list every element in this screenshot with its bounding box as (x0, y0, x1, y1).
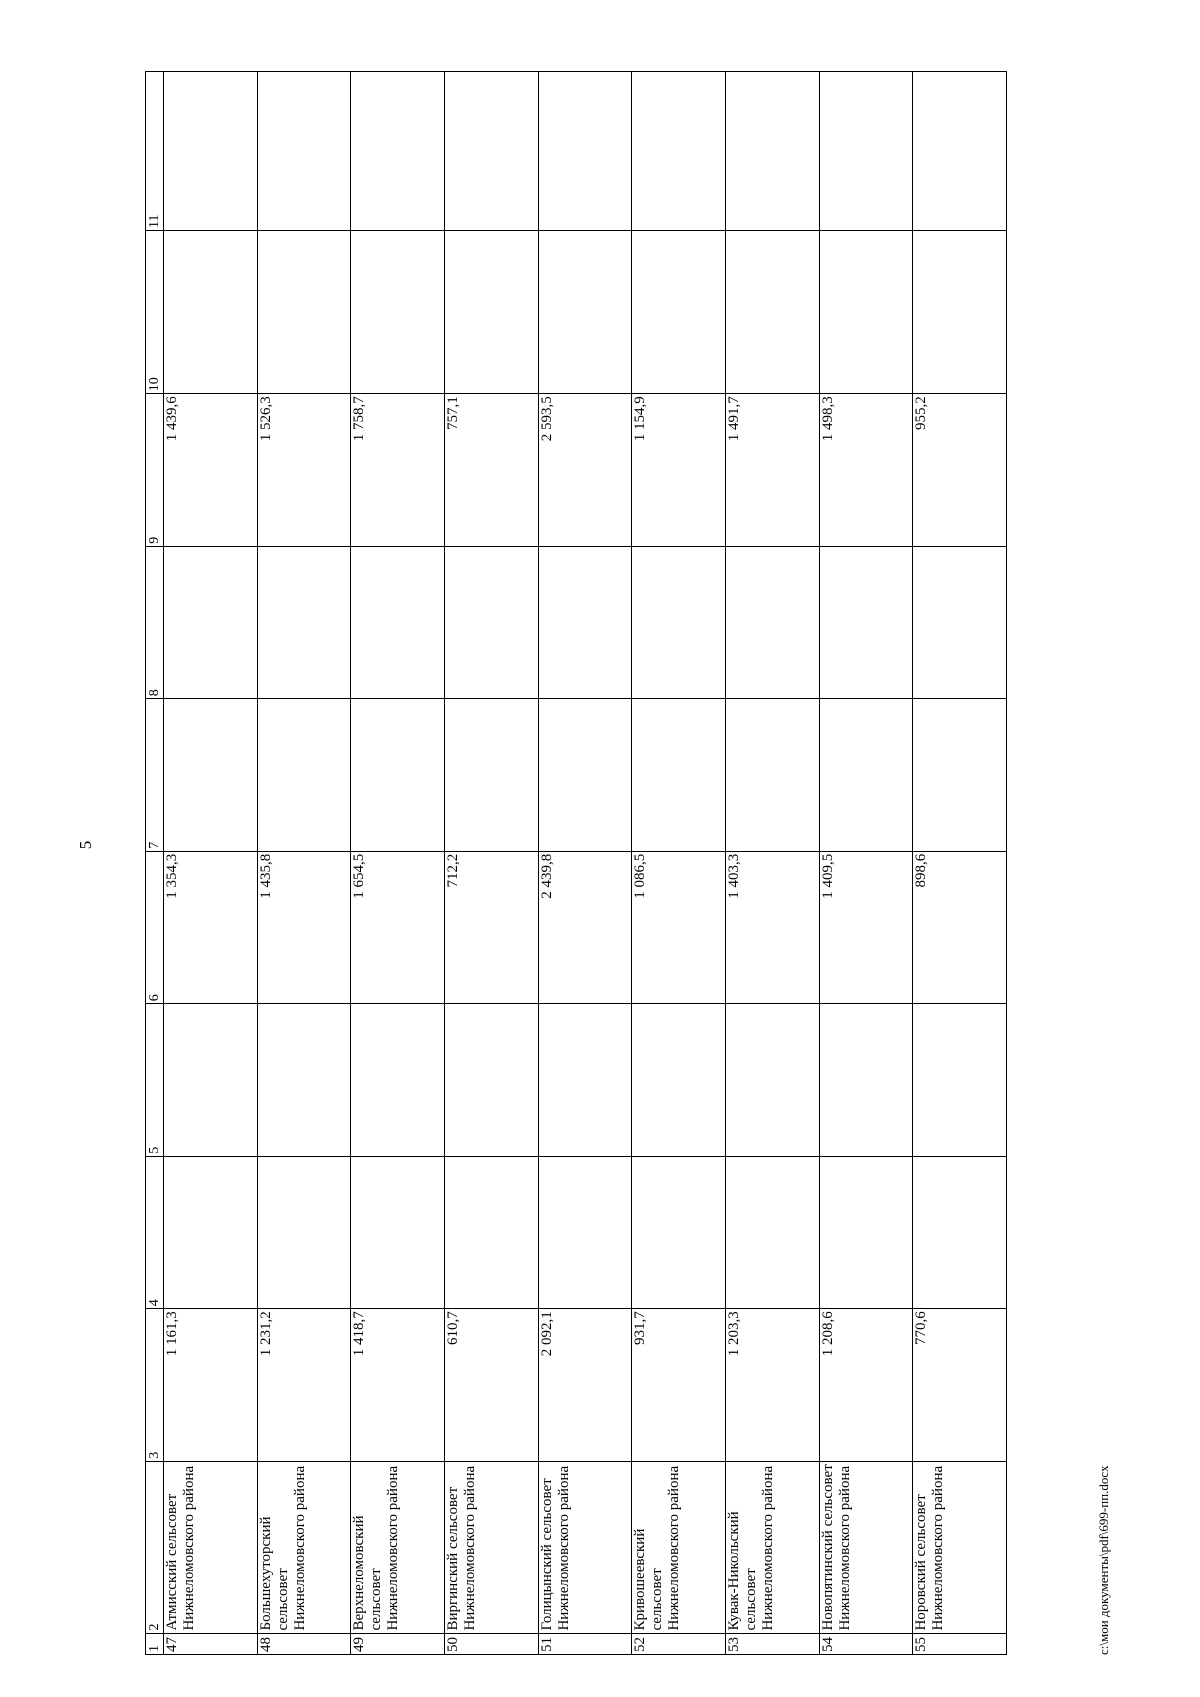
value-cell-col-8 (351, 546, 445, 699)
council-name-cell: Новопятинский сельсовет Нижнеломовского района (819, 1461, 913, 1633)
value-cell-col-11 (351, 72, 445, 231)
council-name-cell: Атмисский сельсовет Нижнеломовского района (164, 1461, 258, 1633)
value-cell-col-4 (257, 1156, 351, 1309)
council-name-cell: Голицынский сельсовет Нижнеломовского района (538, 1461, 632, 1633)
council-name-cell: Кривошеевский сельсовет Нижнеломовского района (632, 1461, 726, 1633)
row-number-cell: 55 (913, 1633, 1007, 1654)
header-row (146, 72, 164, 1655)
value-cell-col-4 (444, 1156, 538, 1309)
value-cell-col-3: 2 092,1 (538, 1309, 632, 1462)
value-cell-col-4 (164, 1156, 258, 1309)
value-cell-col-6: 898,6 (913, 851, 1007, 1004)
column-header-3: 3 (146, 1309, 164, 1462)
column-header-5: 5 (146, 1004, 164, 1157)
value-cell-col-3: 1 161,3 (164, 1309, 258, 1462)
row-number-cell: 50 (444, 1633, 538, 1654)
value-cell-col-9: 1 498,3 (819, 394, 913, 547)
council-name-cell: Кувак-Никольский сельсовет Нижнеломовского района (725, 1461, 819, 1633)
row-number-cell: 52 (632, 1633, 726, 1654)
value-cell-col-9: 1 491,7 (725, 394, 819, 547)
value-cell-col-9: 757,1 (444, 394, 538, 547)
value-cell-col-7 (632, 699, 726, 852)
value-cell-col-4 (351, 1156, 445, 1309)
value-cell-col-4 (913, 1156, 1007, 1309)
value-cell-col-9: 2 593,5 (538, 394, 632, 547)
table-body (164, 72, 1007, 1655)
value-cell-col-5 (725, 1004, 819, 1157)
column-header-8: 8 (146, 546, 164, 699)
footer-file-path: c:\мои документы\pdf\699-пп.docx (1096, 1465, 1111, 1655)
value-cell-col-9: 1 154,9 (632, 394, 726, 547)
value-cell-col-4 (632, 1156, 726, 1309)
column-header-11: 11 (146, 72, 164, 231)
value-cell-col-6: 1 354,3 (164, 851, 258, 1004)
value-cell-col-5 (444, 1004, 538, 1157)
value-cell-col-8 (538, 546, 632, 699)
table-row (819, 72, 913, 1655)
value-cell-col-5 (632, 1004, 726, 1157)
council-name-cell: Виргинский сельсовет Нижнеломовского района (444, 1461, 538, 1633)
value-cell-col-10 (632, 230, 726, 393)
value-cell-col-3: 770,6 (913, 1309, 1007, 1462)
value-cell-col-6: 712,2 (444, 851, 538, 1004)
value-cell-col-10 (444, 230, 538, 393)
value-cell-col-8 (257, 546, 351, 699)
value-cell-col-11 (725, 72, 819, 231)
council-name-cell: Верхнеломовский сельсовет Нижнеломовского района (351, 1461, 445, 1633)
table-row (632, 72, 726, 1655)
table-row (444, 72, 538, 1655)
value-cell-col-11 (164, 72, 258, 231)
value-cell-col-7 (538, 699, 632, 852)
value-cell-col-8 (444, 546, 538, 699)
column-header-7: 7 (146, 699, 164, 852)
value-cell-col-10 (538, 230, 632, 393)
value-cell-col-9: 955,2 (913, 394, 1007, 547)
row-number-cell: 54 (819, 1633, 913, 1654)
column-header-2: 2 (146, 1461, 164, 1633)
value-cell-col-6: 1 654,5 (351, 851, 445, 1004)
value-cell-col-3: 1 208,6 (819, 1309, 913, 1462)
column-header-1: 1 (146, 1633, 164, 1654)
value-cell-col-7 (725, 699, 819, 852)
table-row (913, 72, 1007, 1655)
table-header (146, 72, 164, 1655)
value-cell-col-6: 1 403,3 (725, 851, 819, 1004)
value-cell-col-9: 1 526,3 (257, 394, 351, 547)
value-cell-col-10 (257, 230, 351, 393)
value-cell-col-3: 1 418,7 (351, 1309, 445, 1462)
value-cell-col-11 (444, 72, 538, 231)
column-header-9: 9 (146, 394, 164, 547)
table-row (164, 72, 258, 1655)
value-cell-col-9: 1 758,7 (351, 394, 445, 547)
value-cell-col-6: 1 086,5 (632, 851, 726, 1004)
value-cell-col-9: 1 439,6 (164, 394, 258, 547)
rotated-page (76, 43, 1136, 1655)
value-cell-col-4 (725, 1156, 819, 1309)
value-cell-col-11 (257, 72, 351, 231)
value-cell-col-10 (164, 230, 258, 393)
value-cell-col-10 (725, 230, 819, 393)
table-row (538, 72, 632, 1655)
value-cell-col-10 (819, 230, 913, 393)
council-name-cell: Норовский сельсовет Нижнеломовского района (913, 1461, 1007, 1633)
value-cell-col-11 (632, 72, 726, 231)
value-cell-col-3: 931,7 (632, 1309, 726, 1462)
value-cell-col-5 (164, 1004, 258, 1157)
column-header-6: 6 (146, 851, 164, 1004)
value-cell-col-4 (538, 1156, 632, 1309)
page-number: 5 (76, 840, 95, 850)
row-number-cell: 47 (164, 1633, 258, 1654)
data-table (145, 71, 1007, 1655)
value-cell-col-5 (257, 1004, 351, 1157)
value-cell-col-10 (351, 230, 445, 393)
value-cell-col-6: 1 435,8 (257, 851, 351, 1004)
column-header-10: 10 (146, 230, 164, 393)
value-cell-col-6: 2 439,8 (538, 851, 632, 1004)
table-row (351, 72, 445, 1655)
value-cell-col-5 (913, 1004, 1007, 1157)
value-cell-col-7 (164, 699, 258, 852)
council-name-cell: Большехуторский сельсовет Нижнеломовского района (257, 1461, 351, 1633)
table-row (725, 72, 819, 1655)
value-cell-col-5 (538, 1004, 632, 1157)
row-number-cell: 48 (257, 1633, 351, 1654)
value-cell-col-3: 1 203,3 (725, 1309, 819, 1462)
row-number-cell: 49 (351, 1633, 445, 1654)
value-cell-col-8 (164, 546, 258, 699)
value-cell-col-4 (819, 1156, 913, 1309)
value-cell-col-5 (819, 1004, 913, 1157)
value-cell-col-11 (538, 72, 632, 231)
value-cell-col-11 (913, 72, 1007, 231)
value-cell-col-8 (725, 546, 819, 699)
value-cell-col-10 (913, 230, 1007, 393)
value-cell-col-6: 1 409,5 (819, 851, 913, 1004)
value-cell-col-8 (913, 546, 1007, 699)
value-cell-col-5 (351, 1004, 445, 1157)
row-number-cell: 51 (538, 1633, 632, 1654)
table-row (257, 72, 351, 1655)
value-cell-col-11 (819, 72, 913, 231)
value-cell-col-7 (819, 699, 913, 852)
value-cell-col-7 (913, 699, 1007, 852)
value-cell-col-3: 610,7 (444, 1309, 538, 1462)
value-cell-col-7 (257, 699, 351, 852)
value-cell-col-3: 1 231,2 (257, 1309, 351, 1462)
value-cell-col-7 (351, 699, 445, 852)
column-header-4: 4 (146, 1156, 164, 1309)
row-number-cell: 53 (725, 1633, 819, 1654)
value-cell-col-8 (632, 546, 726, 699)
value-cell-col-7 (444, 699, 538, 852)
value-cell-col-8 (819, 546, 913, 699)
